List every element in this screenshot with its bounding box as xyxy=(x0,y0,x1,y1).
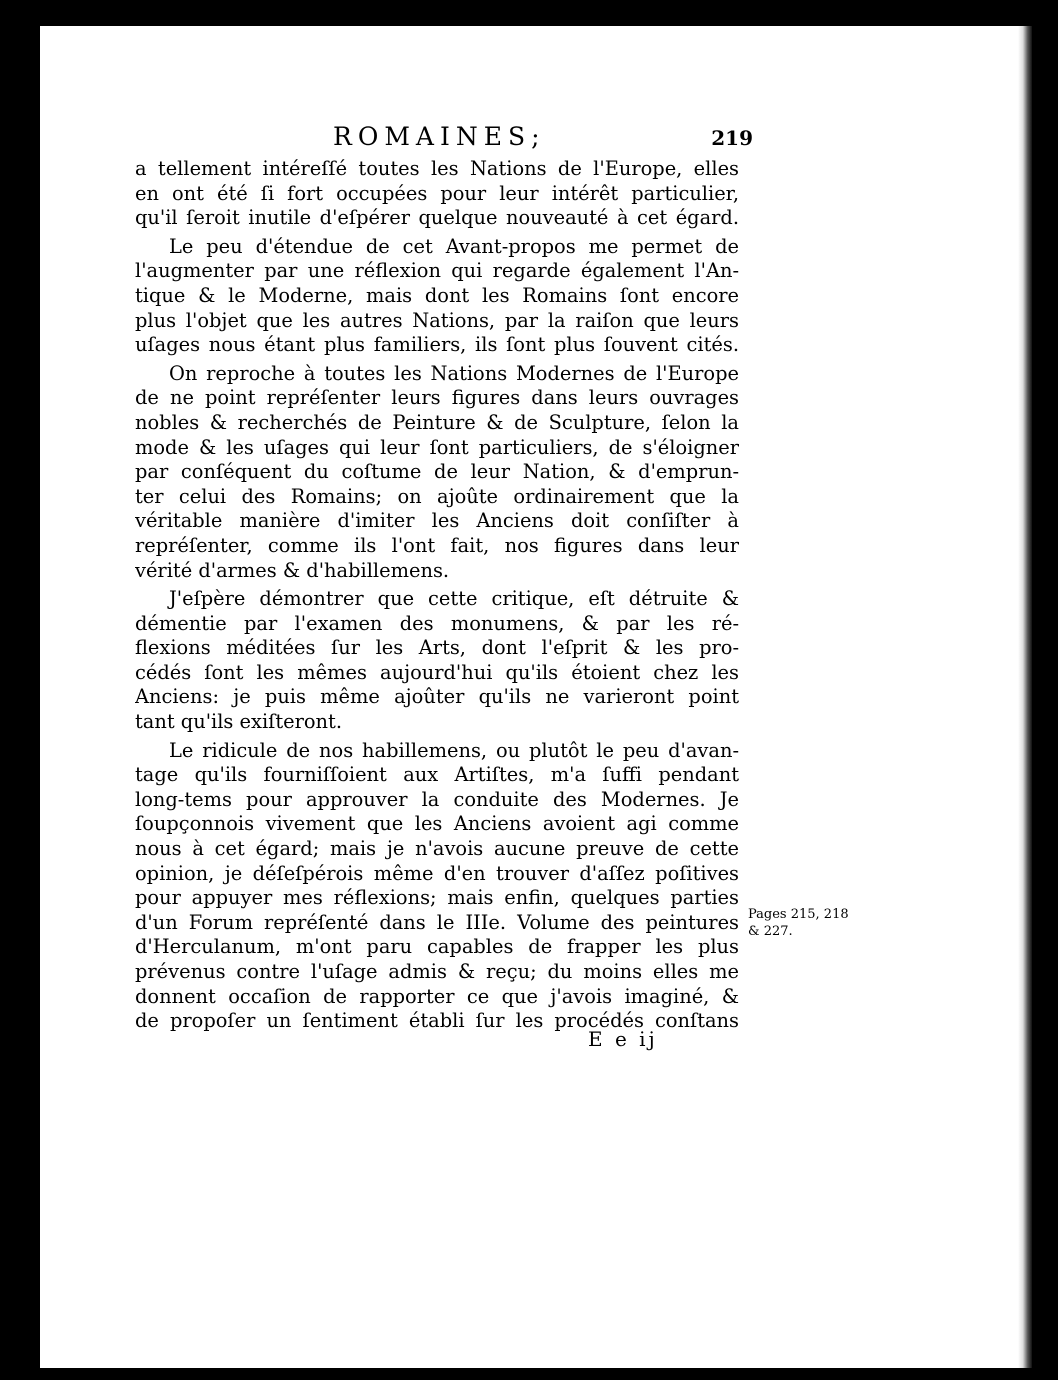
text-line: plus l'objet que les autres Nations, par la raiſon que leurs xyxy=(135,308,739,332)
text-line: par conſéquent du coſtume de leur Nation, & d'emprun- xyxy=(135,460,739,484)
text-line: uſages nous étant plus familiers, ils ſont plus ſouvent cités. xyxy=(135,333,739,357)
text-line: Anciens: je puis même ajoûter qu'ils ne varieront point xyxy=(135,685,739,709)
text-line: d'un Forum repréſenté dans le IIIe. Volume des peintures xyxy=(135,910,739,934)
text-line: donnent occaſion de rapporter ce que j'avois imaginé, & xyxy=(135,984,739,1008)
margin-note-line: Pages 215, 218 xyxy=(748,907,849,922)
text-line: a tellement intéreſſé toutes les Nations de l'Europe, elles xyxy=(135,157,739,180)
text-line: long-tems pour approuver la conduite des Modernes. Je xyxy=(135,787,739,811)
text-line: flexions méditées ſur les Arts, dont l'eſprit & les pro- xyxy=(135,636,739,660)
text-line: mode & les uſages qui leur ſont particuliers, de s'éloigner xyxy=(135,435,739,459)
text-line: de ne point repréſenter leurs figures dans leurs ouvrages xyxy=(135,386,739,410)
signature-mark: E e ij xyxy=(588,1027,658,1051)
text-line: en ont été ſi fort occupées pour leur intérêt particulier, xyxy=(135,181,739,205)
text-line: repréſenter, comme ils l'ont fait, nos figures dans leur xyxy=(135,533,739,557)
text-line: l'augmenter par une réflexion qui regarde également l'An- xyxy=(135,259,739,283)
text-line: tant qu'ils exiſteront. xyxy=(135,710,342,734)
text-line: véritable manière d'imiter les Anciens doit conſiſter à xyxy=(135,509,739,533)
text-line: On reproche à toutes les Nations Modernes de l'Europe xyxy=(169,361,739,385)
text-line: démentie par l'examen des monumens, & par les ré- xyxy=(135,611,739,635)
text-line: J'eſpère démontrer que cette critique, eſt détruite & xyxy=(169,587,739,611)
page-edge xyxy=(1018,26,1032,1368)
text-line: nobles & recherchés de Peinture & de Sculpture, ſelon la xyxy=(135,410,739,434)
text-line: de propoſer un ſentiment établi ſur les procédés conſtans xyxy=(135,1009,739,1033)
page-number: 219 xyxy=(711,126,753,150)
running-title: ROMAINES; xyxy=(333,122,546,151)
text-line: prévenus contre l'uſage admis & reçu; du moins elles me xyxy=(135,960,739,983)
text-line: vérité d'armes & d'habillemens. xyxy=(135,558,450,582)
text-line: ter celui des Romains; on ajoûte ordinairement que la xyxy=(135,484,739,508)
text-line: tage qu'ils fourniſſoient aux Artiſtes, m'a ſuffi pendant xyxy=(135,763,739,787)
margin-note xyxy=(748,906,849,940)
text-line: tique & le Moderne, mais dont les Romains ſont encore xyxy=(135,283,739,307)
page-header xyxy=(135,120,755,156)
text-line: qu'il ſeroit inutile d'eſpérer quelque nouveauté à cet égard. xyxy=(135,206,739,230)
text-line: d'Herculanum, m'ont paru capables de frapper les plus xyxy=(135,935,739,959)
text-line: opinion, je déſeſpérois même d'en trouver d'aſſez poſitives xyxy=(135,861,739,885)
margin-note-line: & 227. xyxy=(748,924,793,939)
text-line: ſoupçonnois vivement que les Anciens avoient agi comme xyxy=(135,812,739,836)
text-line: Le peu d'étendue de cet Avant-propos me permet de xyxy=(169,234,739,258)
text-line: pour appuyer mes réflexions; mais enfin, quelques parties xyxy=(135,886,739,910)
body-text xyxy=(135,157,739,1034)
text-line: nous à cet égard; mais je n'avois aucune preuve de cette xyxy=(135,837,739,861)
text-line: Le ridicule de nos habillemens, ou plutôt le peu d'avan- xyxy=(169,738,739,762)
text-line: cédés ſont les mêmes aujourd'hui qu'ils étoient chez les xyxy=(135,660,739,684)
